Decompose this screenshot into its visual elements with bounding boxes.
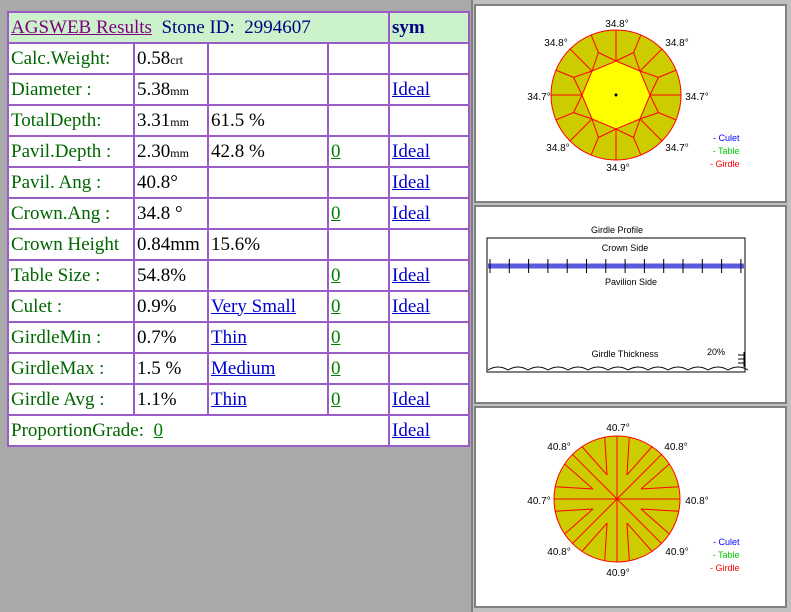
- table-size-score-link[interactable]: 0: [331, 264, 341, 286]
- pavilion-angle-top: 40.7°: [606, 423, 630, 434]
- results-table: [7, 11, 470, 447]
- diameter-label: Diameter :: [8, 74, 134, 105]
- sym-header: [389, 12, 469, 43]
- crown-ang-score-link[interactable]: 0: [331, 202, 341, 224]
- crown-angle-bottom: 34.9°: [606, 163, 630, 174]
- pavil-depth-grade-cell: [389, 136, 469, 167]
- culet-value: 0.9%: [134, 291, 208, 322]
- girdle-avg-value: 1.1%: [134, 384, 208, 415]
- girdle-avg-grade-cell: [389, 384, 469, 415]
- pavilion-angle-top-right: 40.8°: [664, 442, 688, 453]
- row-total-depth: [8, 105, 469, 136]
- culet-score-link[interactable]: 0: [331, 295, 341, 317]
- pavil-ang-label: Pavil. Ang :: [8, 167, 134, 198]
- crown-angle-right: 34.7°: [685, 92, 709, 103]
- diameter-grade-link[interactable]: Ideal: [392, 78, 430, 100]
- pavil-depth-grade-link[interactable]: Ideal: [392, 140, 430, 162]
- culet-dot: [615, 94, 618, 97]
- sym-label: sym: [392, 16, 425, 38]
- total-depth-number: 3.31: [137, 109, 171, 131]
- proportion-grade-link[interactable]: Ideal: [392, 419, 430, 441]
- crown-angle-bottom-left: 34.8°: [546, 143, 570, 154]
- pavilion-angle-top-left: 40.8°: [547, 442, 571, 453]
- legend-girdle: - Girdle: [710, 563, 740, 573]
- crown-ang-value: 34.8 °: [134, 198, 208, 229]
- crown-view-panel: [474, 4, 787, 203]
- crown-angle-top-right: 34.8°: [665, 38, 689, 49]
- empty-cell: [208, 43, 328, 74]
- total-depth-pct: 61.5 %: [208, 105, 328, 136]
- diameter-grade-cell: [389, 74, 469, 105]
- girdle-min-value: 0.7%: [134, 322, 208, 353]
- crown-ang-score-cell: [328, 198, 389, 229]
- pavil-depth-score-cell: [328, 136, 389, 167]
- row-crown-height: [8, 229, 469, 260]
- culet-desc-cell: [208, 291, 328, 322]
- crown-ang-grade-cell: [389, 198, 469, 229]
- row-girdle-min: [8, 322, 469, 353]
- culet-score-cell: [328, 291, 389, 322]
- total-depth-label: TotalDepth:: [8, 105, 134, 136]
- pavilion-side-label: Pavilion Side: [604, 277, 658, 287]
- girdle-max-score-link[interactable]: 0: [331, 357, 341, 379]
- calc-weight-label: Calc.Weight:: [8, 43, 134, 74]
- empty-cell: [328, 43, 389, 74]
- legend-girdle: - Girdle: [710, 159, 740, 169]
- pavil-ang-value: 40.8°: [134, 167, 208, 198]
- girdle-profile-title: Girdle Profile: [590, 225, 644, 235]
- girdle-profile-diagram: [476, 207, 785, 402]
- girdle-avg-desc-cell: [208, 384, 328, 415]
- legend-table: - Table: [712, 550, 740, 560]
- stone-id-label: Stone ID:: [161, 16, 235, 38]
- row-crown-ang: [8, 198, 469, 229]
- girdle-profile-panel: [474, 205, 787, 404]
- pavil-depth-label: Pavil.Depth :: [8, 136, 134, 167]
- pavilion-diagram: [476, 408, 785, 606]
- calc-weight-number: 0.58: [137, 47, 171, 69]
- girdle-thickness-label: Girdle Thickness: [591, 349, 659, 359]
- girdle-thickness-pct: 20%: [706, 347, 726, 357]
- row-pavil-ang: [8, 167, 469, 198]
- pavil-depth-number: 2.30: [137, 140, 171, 162]
- empty-cell: [208, 167, 328, 198]
- proportion-score-link[interactable]: 0: [153, 419, 163, 441]
- row-table-size: [8, 260, 469, 291]
- crown-ang-label: Crown.Ang :: [8, 198, 134, 229]
- culet-grade-link[interactable]: Ideal: [392, 295, 430, 317]
- table-size-grade-cell: [389, 260, 469, 291]
- calc-weight-value: [134, 43, 208, 74]
- row-culet: [8, 291, 469, 322]
- empty-cell: [208, 260, 328, 291]
- girdle-avg-label: Girdle Avg :: [8, 384, 134, 415]
- empty-cell: [208, 198, 328, 229]
- header-cell: [8, 12, 389, 43]
- proportion-grade-grade-cell: [389, 415, 469, 446]
- row-diameter: [8, 74, 469, 105]
- diameter-value: [134, 74, 208, 105]
- crown-diagram: [476, 6, 785, 201]
- crown-angle-top: 34.8°: [605, 19, 629, 30]
- pavil-depth-score-link[interactable]: 0: [331, 140, 341, 162]
- table-size-label: Table Size :: [8, 260, 134, 291]
- stone-id-value: 2994607: [244, 16, 311, 38]
- empty-cell: [328, 74, 389, 105]
- pavilion-angle-bottom-right: 40.9°: [665, 547, 689, 558]
- girdle-max-desc-cell: [208, 353, 328, 384]
- legend-table: - Table: [712, 146, 740, 156]
- row-proportion-grade: [8, 415, 469, 446]
- pavilion-angle-left: 40.7°: [527, 496, 551, 507]
- crown-height-value: 0.84mm: [134, 229, 208, 260]
- culet-grade-cell: [389, 291, 469, 322]
- legend-culet: - Culet: [713, 133, 740, 143]
- total-depth-unit: mm: [170, 114, 189, 129]
- pavilion-view-panel: [474, 406, 787, 608]
- girdle-min-desc-link[interactable]: Thin: [211, 326, 247, 348]
- girdle-max-label: GirdleMax :: [8, 353, 134, 384]
- empty-cell: [328, 105, 389, 136]
- girdle-avg-score-link[interactable]: 0: [331, 388, 341, 410]
- empty-cell: [389, 229, 469, 260]
- empty-cell: [208, 74, 328, 105]
- crown-ang-grade-link[interactable]: Ideal: [392, 202, 430, 224]
- pavilion-angle-bottom: 40.9°: [606, 568, 630, 579]
- empty-cell: [389, 43, 469, 74]
- proportion-grade-cell: [8, 415, 389, 446]
- girdle-avg-score-cell: [328, 384, 389, 415]
- row-girdle-max: [8, 353, 469, 384]
- girdle-min-score-cell: [328, 322, 389, 353]
- empty-cell: [328, 229, 389, 260]
- empty-cell: [389, 353, 469, 384]
- table-size-grade-link[interactable]: Ideal: [392, 264, 430, 286]
- proportion-grade-label: ProportionGrade:: [11, 419, 144, 441]
- pavil-ang-grade-link[interactable]: Ideal: [392, 171, 430, 193]
- diameter-number: 5.38: [137, 78, 171, 100]
- app-title: AGSWEB Results: [11, 16, 152, 38]
- empty-cell: [389, 105, 469, 136]
- girdle-min-score-link[interactable]: 0: [331, 326, 341, 348]
- crown-height-label: Crown Height: [8, 229, 134, 260]
- header-row: [8, 12, 469, 43]
- girdle-max-desc-link[interactable]: Medium: [211, 357, 276, 379]
- row-girdle-avg: [8, 384, 469, 415]
- total-depth-value: [134, 105, 208, 136]
- table-size-value: 54.8%: [134, 260, 208, 291]
- girdle-max-score-cell: [328, 353, 389, 384]
- crown-angle-bottom-right: 34.7°: [665, 143, 689, 154]
- girdle-avg-desc-link[interactable]: Thin: [211, 388, 247, 410]
- culet-desc-link[interactable]: Very Small: [211, 295, 296, 317]
- crown-angle-top-left: 34.8°: [544, 38, 568, 49]
- crown-legend: [710, 132, 740, 171]
- row-calc-weight: [8, 43, 469, 74]
- pavilion-angle-right: 40.8°: [685, 496, 709, 507]
- crown-side-label: Crown Side: [601, 243, 649, 253]
- calc-weight-unit: crt: [170, 52, 183, 67]
- culet-label: Culet :: [8, 291, 134, 322]
- pavil-depth-pct: 42.8 %: [208, 136, 328, 167]
- diameter-unit: mm: [170, 83, 189, 98]
- row-pavil-depth: [8, 136, 469, 167]
- pavil-ang-grade-cell: [389, 167, 469, 198]
- girdle-avg-grade-link[interactable]: Ideal: [392, 388, 430, 410]
- pavil-depth-unit: mm: [170, 145, 189, 160]
- crown-angle-left: 34.7°: [527, 92, 551, 103]
- girdle-min-desc-cell: [208, 322, 328, 353]
- pavil-depth-value: [134, 136, 208, 167]
- empty-cell: [328, 167, 389, 198]
- crown-height-pct: 15.6%: [208, 229, 328, 260]
- table-size-score-cell: [328, 260, 389, 291]
- girdle-max-value: 1.5 %: [134, 353, 208, 384]
- pavilion-angle-bottom-left: 40.8°: [547, 547, 571, 558]
- legend-culet: - Culet: [713, 537, 740, 547]
- pavilion-legend: [710, 536, 740, 575]
- empty-cell: [389, 322, 469, 353]
- girdle-min-label: GirdleMin :: [8, 322, 134, 353]
